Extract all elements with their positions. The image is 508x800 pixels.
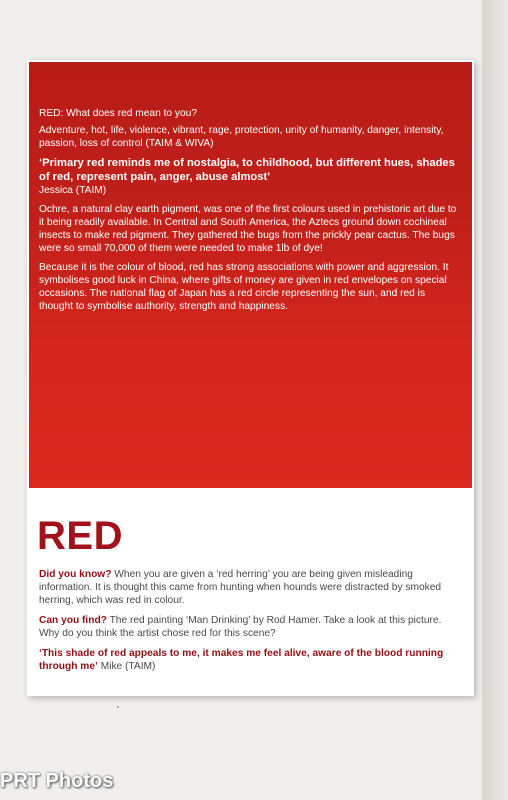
- blood-paragraph: Because it is the colour of blood, red has strong associations with power and aggression. It symbolises good luck in China, where gifts of money are given in red envelopes on special occasions. The national flag of Japan has a red circle representing the sun, and red is thought to symbolise authority, strength and happiness.: [39, 262, 449, 312]
- ochre-paragraph: Ochre, a natural clay earth pigment, was one of the first colours used in prehistoric art due to it being readily available. In Central and South America, the Aztecs ground down cochineal insects to make red pigment. They gathered the bugs from the prickly pear cactus. The bugs were so small 70,000 of them were needed to make 1lb of dye!: [39, 204, 457, 254]
- wall-edge: [482, 0, 508, 800]
- red-section: [29, 62, 472, 488]
- can-you-find-label: Can you find?: [39, 615, 107, 626]
- did-you-know-label: Did you know?: [39, 569, 112, 580]
- red-quote-author: Jessica (TAIM): [39, 185, 107, 196]
- mike-quote-author: Mike (TAIM): [100, 661, 156, 672]
- red-quote-text: ‘Primary red reminds me of nostalgia, to childhood, but different hues, shades of red, represent pain, anger, abuse almost’: [39, 157, 455, 183]
- red-question: RED: What does red mean to you?: [39, 108, 197, 119]
- can-you-find-text: The red painting ‘Man Drinking’ by Rod Hamer. Take a look at this picture. Why do you think the artist chose red for this scene?: [39, 615, 442, 639]
- panel-title: RED: [37, 514, 123, 558]
- did-you-know-text: When you are given a ‘red herring’ you are being given misleading information. It is thought this came from hunting when hounds were distracted by smoked herring, which was red in colour.: [39, 569, 442, 606]
- red-answers: Adventure, hot, life, violence, vibrant, rage, protection, unity of humanity, danger, intensity, passion, loss of control (TAIM & WIVA): [39, 125, 444, 149]
- did-you-know: [39, 568, 460, 607]
- photo-watermark: PRT Photos: [0, 770, 114, 792]
- museum-info-panel: [27, 60, 474, 696]
- can-you-find: [39, 614, 460, 640]
- mike-quote-text: ‘This shade of red appeals to me, it makes me feel alive, aware of the blood running through me’: [39, 648, 444, 672]
- white-section: [29, 490, 472, 680]
- wall-mark: [117, 706, 119, 708]
- mike-quote: [39, 647, 460, 673]
- red-quote: [39, 156, 458, 197]
